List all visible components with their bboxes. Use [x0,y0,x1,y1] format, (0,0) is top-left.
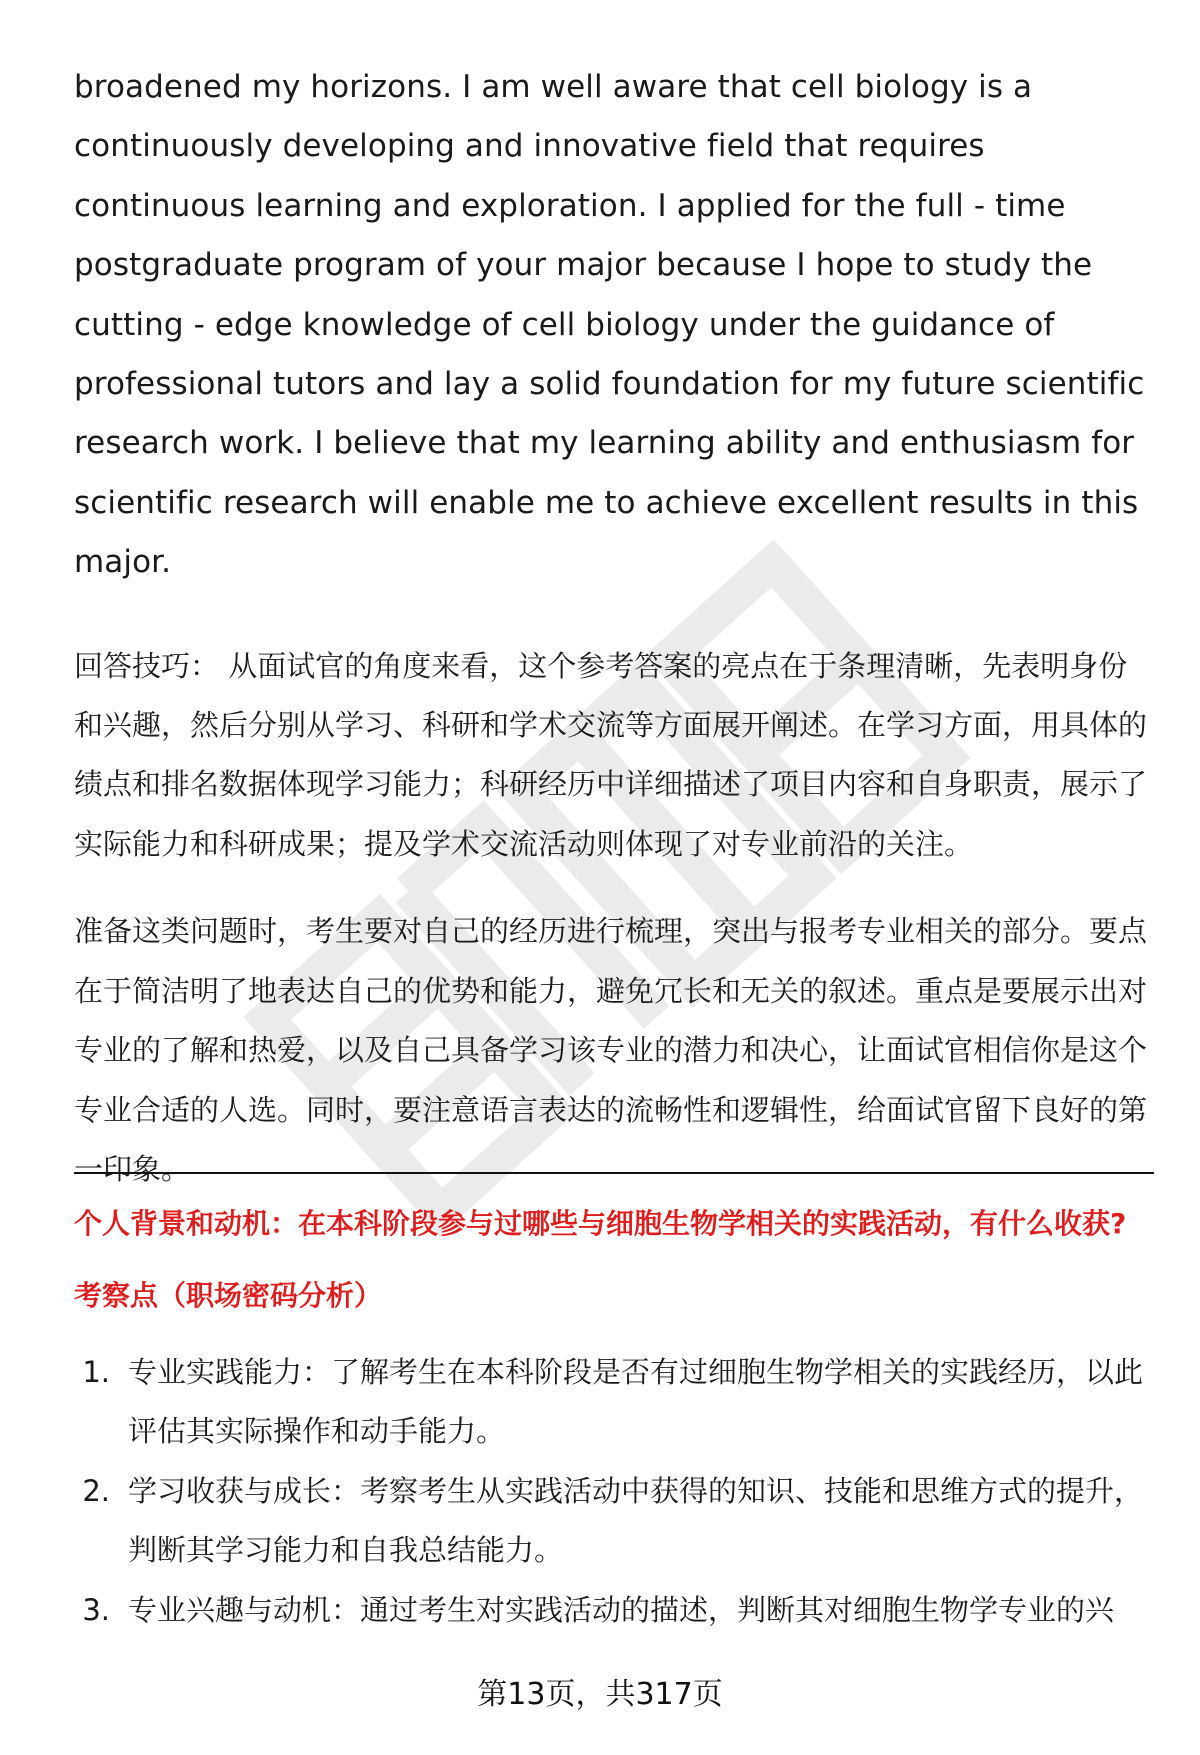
analysis-title: 考察点（职场密码分析） [74,1279,383,1312]
list-item [74,1343,1154,1462]
list-item [74,1462,1154,1581]
analysis-points-list [74,1343,1154,1640]
question-heading: 个人背景和动机：在本科阶段参与过哪些与细胞生物学相关的实践活动，有什么收获? [74,1207,1127,1240]
section-divider [74,1172,1154,1174]
preparation-advice-paragraph: 准备这类问题时，考生要对自己的经历进行梳理，突出与报考专业相关的部分。要点在于简洁明了地表达自己的优势和能力，避免冗长和无关的叙述。重点是要展示出对专业的了解和热爱，以及自己具备学习该专业的潜力和决心，让面试官相信你是这个专业合适的人选。同时，要注意语言表达的流畅性和逻辑性，给面试官留下良好的第一印象。 [74,914,1148,1186]
list-item-number: 1. [82,1355,110,1389]
page-number: 第13页，共317页 [477,1677,723,1712]
list-item [74,1581,1154,1640]
list-item-text: 专业兴趣与动机：通过考生对实践活动的描述，判断其对细胞生物学专业的兴 [128,1592,1115,1627]
list-item-text: 专业实践能力：了解考生在本科阶段是否有过细胞生物学相关的实践经历，以此评估其实际操作和动手能力。 [128,1355,1144,1449]
question-section [74,1203,1154,1640]
list-item-number: 2. [82,1473,110,1508]
list-item-number: 3. [82,1592,110,1627]
document-body [74,58,1154,1199]
english-answer-paragraph: broadened my horizons. I am well aware that cell biology is a continuously developing and innovative field that requires continuous learning and exploration. I applied for the full - time postgraduate program of your major because I hope to study the cutting - edge knowledge of cell biology under the guidance of professional tutors and lay a solid foundation for my future scientific research work. I believe that my learning ability and enthusiasm for scientific research will enable me to achieve excellent results in this major. [74,69,1145,581]
answer-tips-paragraph: 回答技巧： 从面试官的角度来看，这个参考答案的亮点在于条理清晰，先表明身份和兴趣，然后分别从学习、科研和学术交流等方面展开阐述。在学习方面，用具体的绩点和排名数据体现学习能力；科研经历中详细描述了项目内容和自身职责，展示了实际能力和科研成果；提及学术交流活动则体现了对专业前沿的关注。 [74,648,1148,861]
list-item-text: 学习收获与成长：考察考生从实践活动中获得的知识、技能和思维方式的提升，判断其学习能力和自我总结能力。 [128,1473,1144,1568]
